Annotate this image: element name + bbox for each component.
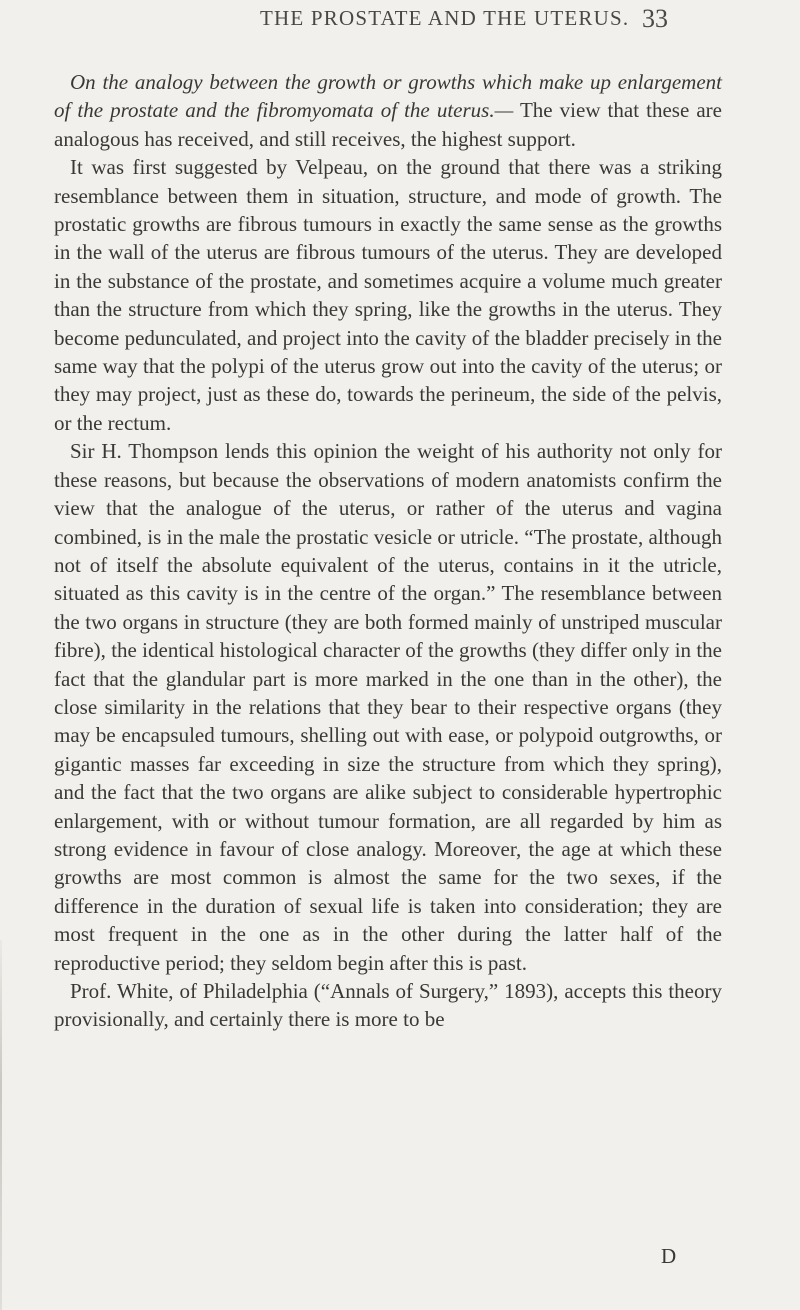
- page-number: 33: [642, 4, 668, 33]
- section-subheading: On the analogy between the growth or growths which make up enlargement of the prostate and the fibromyomata of the uterus.—: [54, 70, 722, 123]
- body-text: [54, 68, 722, 1034]
- paragraph-analogy-intro: [54, 68, 722, 153]
- signature-mark: D: [661, 1244, 677, 1268]
- page-edge-shadow: [0, 940, 2, 1310]
- paragraph-velpeau: It was first suggested by Velpeau, on the ground that there was a striking resemblance between them in situation, structure, and mode of growth. The prostatic growths are fibrous tumours in exactly the same sense as the growths in the wall of the uterus are fibrous tumours of the uterus. They are developed in the substance of the prostate, and sometimes acquire a volume much greater than the structure from which they spring, like the growths in the uterus. They become pedunculated, and project into the cavity of the bladder precisely in the same way that the polypi of the uterus grow out into the cavity of the uterus; or they may project, just as these do, towards the perineum, the side of the pelvis, or the rectum.: [54, 155, 722, 435]
- paragraph-thompson: Sir H. Thompson lends this opinion the weight of his authority not only for these reasons, but because the observations of modern anatomists confirm the view that the analogue of the uterus, or rather of the uterus and vagina combined, is in the male the prostatic vesicle or utricle. “The prostate, although not of itself the absolute equivalent of the uterus, contains in it the utricle, situated as this cavity is in the centre of the organ.” The resemblance between the two organs in structure (they are both formed mainly of unstriped muscular fibre), the identical histological character of the growths (they differ only in the fact that the glandular part is more marked in the one than in the other), the close similarity in the relations that they bear to their respective organs (they may be encapsuled tumours, shelling out with ease, or polypoid outgrowths, or gigantic masses far exceeding in size the structure from which they spring), and the fact that the two organs are alike subject to considerable hypertrophic enlargement, with or without tumour formation, are all regarded by him as strong evidence in favour of close analogy. Moreover, the age at which these growths are most common is almost the same for the two sexes, if the difference in the duration of sexual life is taken into consideration; they are most frequent in the one as in the other during the latter half of the reproductive period; they seldom begin after this is past.: [54, 439, 722, 975]
- paragraph-text: The view that these are analogous has received, and still receives, the highest support.: [54, 98, 722, 151]
- paragraph-white: Prof. White, of Philadelphia (“Annals of Surgery,” 1893), accepts this theory provisionally, and certainly there is more to be: [54, 979, 722, 1032]
- running-head: THE PROSTATE AND THE UTERUS.: [260, 6, 630, 30]
